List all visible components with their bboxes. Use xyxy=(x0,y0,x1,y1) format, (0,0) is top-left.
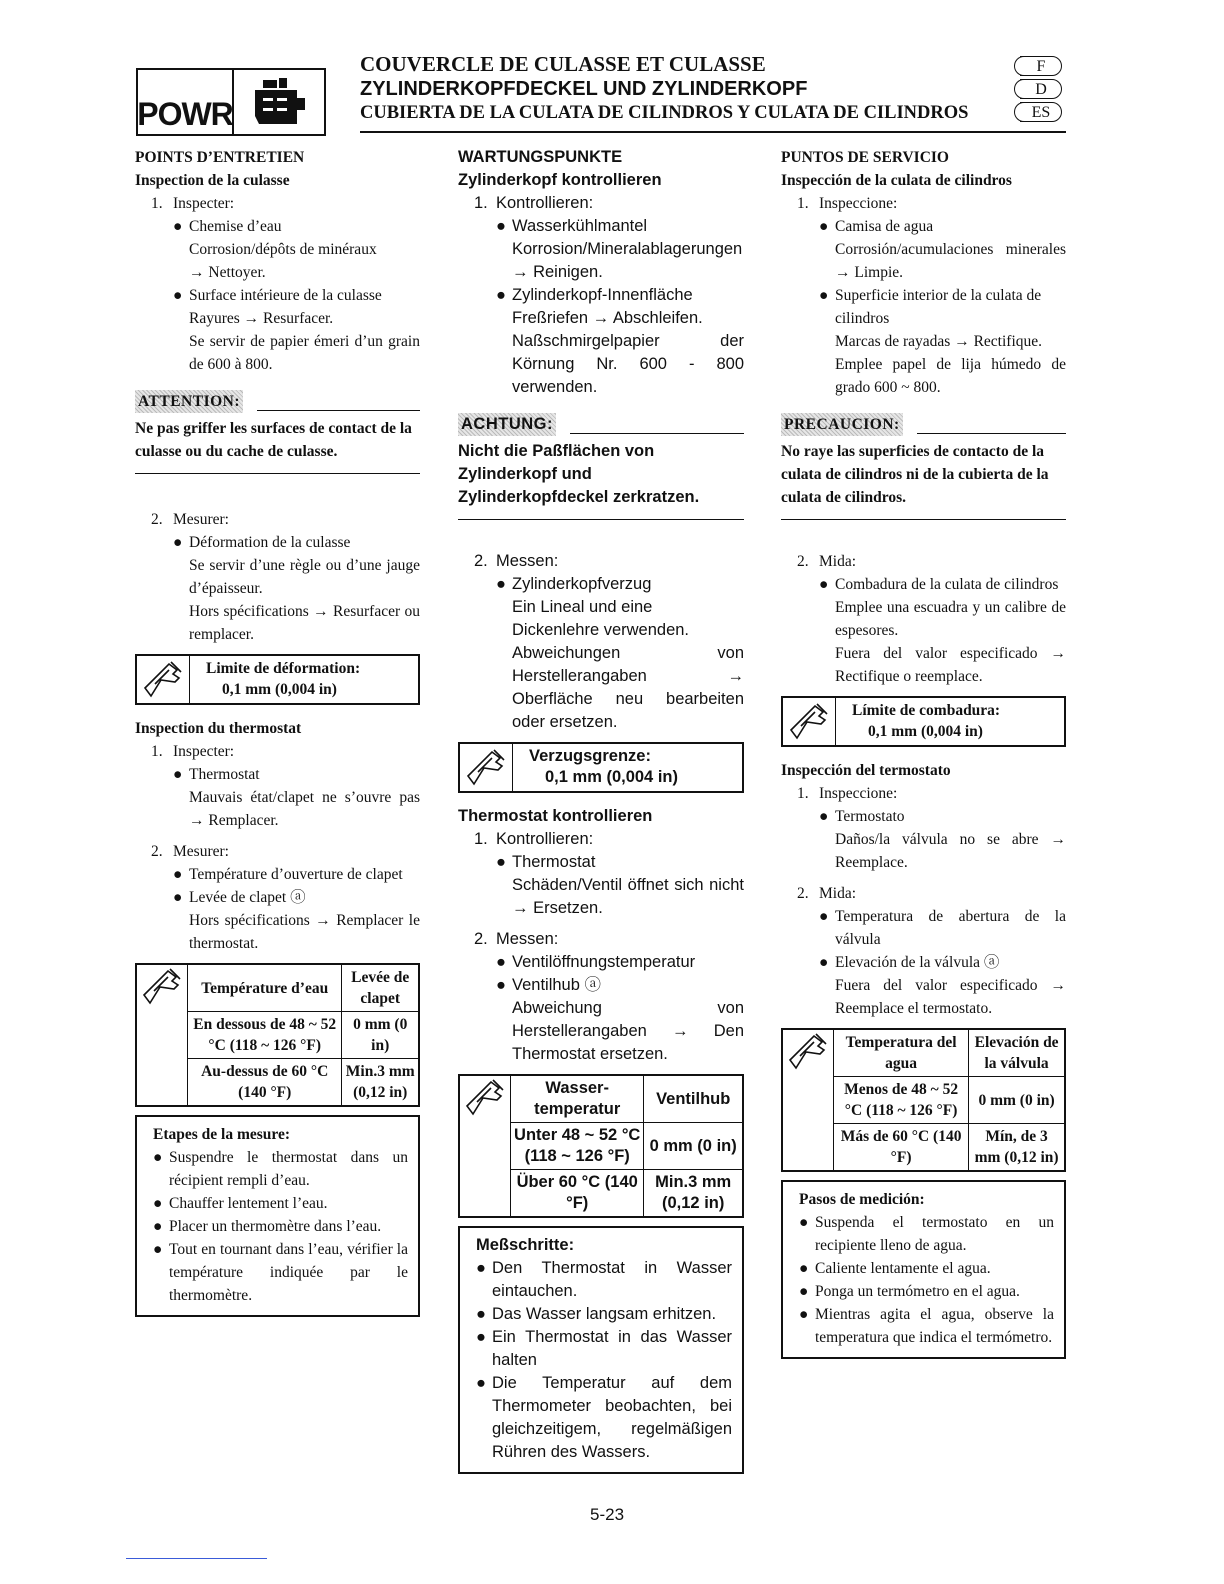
spec-box xyxy=(458,742,744,793)
lang-tab-f: F xyxy=(1020,56,1062,76)
table-cell: Au-dessus de 60 °C (140 °F) xyxy=(188,1059,342,1107)
bullet-text: Superficie interior de la culata de cilindros xyxy=(835,287,1042,327)
table-cell: En dessous de 48 ~ 52 °C (118 ~ 126 °F) xyxy=(188,1012,342,1059)
step-text: Inspecter: xyxy=(173,743,235,760)
bullet xyxy=(135,531,420,554)
subheading: Inspection du thermostat xyxy=(135,720,302,737)
step-text: Mida: xyxy=(819,553,857,570)
table-cell: Mín, de 3 mm (0,12 in) xyxy=(969,1124,1065,1172)
bullet xyxy=(458,573,744,596)
step xyxy=(781,882,1066,905)
section-heading: WARTUNGSPUNKTE xyxy=(458,148,623,166)
detail: Corrosión/acumulaciones minerales → Limpie. xyxy=(835,241,1066,281)
caution-label: ATTENTION: xyxy=(135,390,243,413)
detail: Hors spécifications → Remplacer le thermostat. xyxy=(189,912,420,952)
subheading: Inspección de la culata de cilindros xyxy=(781,172,1012,189)
list-item: ● Den Thermostat in Wasser eintauchen. xyxy=(476,1259,732,1300)
bullet-icon: ● xyxy=(173,287,183,304)
step-text: Kontrollieren: xyxy=(496,830,594,848)
detail: Ein Lineal und eine Dickenlehre verwenden. xyxy=(512,598,690,639)
detail: Abweichung von Herstellerangaben → Den Thermostat ersetzen. xyxy=(512,999,744,1063)
spec-table xyxy=(458,1074,744,1218)
steps-title: Meßschritte: xyxy=(476,1236,575,1254)
table-cell: Unter 48 ~ 52 °C (118 ~ 126 °F) xyxy=(511,1123,644,1170)
bullet-icon: ● xyxy=(496,976,506,994)
step xyxy=(135,840,420,863)
step-text: Inspeccione: xyxy=(819,785,898,802)
bullet-icon: ● xyxy=(819,908,829,925)
detail: Emplee papel de lija húmedo de grado 600 ~ 800. xyxy=(835,356,1066,396)
list-item: ● Suspendre le thermostat dans un récipient rempli d’eau. xyxy=(153,1149,408,1189)
bullet-text: Elevación de la válvula ⓐ xyxy=(835,954,1000,971)
bullet xyxy=(135,215,420,238)
step xyxy=(458,928,744,951)
step-number: 1. xyxy=(797,195,809,212)
bullet xyxy=(781,905,1066,951)
step-text: Messen: xyxy=(496,930,559,948)
lang-tab-d: D xyxy=(1020,79,1062,99)
caliper-icon xyxy=(783,698,836,745)
spec-box xyxy=(781,696,1066,747)
bullet-text: Camisa de agua xyxy=(835,218,934,235)
list-item: ● Suspenda el termostato en un recipiente lleno de agua. xyxy=(799,1214,1054,1254)
subheading: Thermostat kontrollieren xyxy=(458,807,653,825)
detail: Se servir de papier émeri d’un grain de 600 à 800. xyxy=(189,333,420,373)
caution-label: PRECAUCION: xyxy=(781,413,903,436)
language-tabs xyxy=(1020,56,1070,125)
detail: Abweichungen von Herstellerangaben → Oberfläche neu bearbeiten oder ersetzen. xyxy=(512,644,744,731)
step xyxy=(458,828,744,851)
bullet xyxy=(781,284,1066,330)
bullet xyxy=(781,573,1066,596)
step-number: 1. xyxy=(151,743,163,760)
list-item: ● Mientras agita el agua, observe la temperatura que indica el termómetro. xyxy=(799,1306,1054,1346)
table-cell: Min.3 mm (0,12 in) xyxy=(342,1059,419,1107)
subheading: Inspección del termostato xyxy=(781,762,951,779)
step-number: 2. xyxy=(151,511,163,528)
list-item: ● Ponga un termómetro en el agua. xyxy=(799,1283,1020,1300)
detail: Marcas de rayadas → Rectifique. xyxy=(835,333,1043,350)
caution-block xyxy=(781,413,1066,520)
caution-text: Nicht die Paßflächen von Zylinderkopf und Zylinderkopfdeckel zerkratzen. xyxy=(458,436,744,520)
step-text: Mida: xyxy=(819,885,857,902)
spec-value: 0,1 mm (0,004 in) xyxy=(222,681,337,698)
caliper-icon xyxy=(460,744,513,791)
table-header: Levée de clapet xyxy=(342,964,419,1012)
bullet xyxy=(135,863,420,886)
step-text: Mesurer: xyxy=(173,843,229,860)
bullet xyxy=(781,805,1066,828)
spec-label: Límite de combadura: xyxy=(852,702,1001,719)
step-text: Messen: xyxy=(496,552,559,570)
table-cell: 0 mm (0 in) xyxy=(644,1123,743,1170)
subheading: Zylinderkopf kontrollieren xyxy=(458,171,662,189)
detail: Naßschmirgelpapier der Körnung Nr. 600 - 800 verwenden. xyxy=(512,332,744,396)
detail: Corrosion/dépôts de minéraux xyxy=(189,241,377,258)
title-es: CUBIERTA DE LA CULATA DE CILINDROS Y CULATA DE CILINDROS xyxy=(360,103,969,123)
step xyxy=(781,782,1066,805)
caliper-icon xyxy=(782,1029,834,1171)
bullet-text: Zylinderkopf-Innenfläche xyxy=(512,286,693,304)
spec-label: Limite de déformation: xyxy=(206,660,361,677)
step-text: Inspecter: xyxy=(173,195,235,212)
bullet-icon: ● xyxy=(496,575,506,593)
step-text: Kontrollieren: xyxy=(496,194,594,212)
bullet-icon: ● xyxy=(496,217,506,235)
list-item: ● Chauffer lentement l’eau. xyxy=(153,1195,328,1212)
title-fr: COUVERCLE DE CULASSE ET CULASSE xyxy=(360,52,766,76)
step xyxy=(458,192,744,215)
bullet-icon: ● xyxy=(819,287,829,304)
title-block xyxy=(360,52,980,126)
detail: Emplee una escuadra y un calibre de espesores. xyxy=(835,599,1066,639)
spec-value: 0,1 mm (0,004 in) xyxy=(868,723,983,740)
bullet-text: Zylinderkopfverzug xyxy=(512,575,652,593)
step xyxy=(781,192,1066,215)
caution-block xyxy=(135,390,420,474)
subheading: Inspection de la culasse xyxy=(135,172,290,189)
step-number: 2. xyxy=(151,843,163,860)
bullet-text: Ventilöffnungstemperatur xyxy=(512,953,696,971)
bullet xyxy=(458,974,744,997)
bullet-text: Thermostat xyxy=(189,766,260,783)
step-number: 1. xyxy=(474,830,488,848)
step-number: 2. xyxy=(474,552,488,570)
list-item: ● Das Wasser langsam erhitzen. xyxy=(476,1305,717,1323)
spec-value: 0,1 mm (0,004 in) xyxy=(545,768,678,786)
table-header: Elevación de la válvula xyxy=(969,1029,1065,1077)
bullet-icon: ● xyxy=(496,953,506,971)
spec-label: Verzugsgrenze: xyxy=(529,747,651,765)
column-french xyxy=(135,146,420,1317)
engine-icon xyxy=(234,70,324,134)
list-item: ● Tout en tournant dans l’eau, vérifier la température indiquée par le thermomètre. xyxy=(153,1241,408,1304)
caution-text: No raye las superficies de contacto de la culata de cilindros ni de la cubierta de la culata de cilindros. xyxy=(781,436,1066,520)
step-text: Inspeccione: xyxy=(819,195,898,212)
section-heading: PUNTOS DE SERVICIO xyxy=(781,149,949,166)
powr-label: POWR xyxy=(138,70,234,134)
table-cell: Menos de 48 ~ 52 °C (118 ~ 126 °F) xyxy=(834,1077,969,1124)
step xyxy=(135,192,420,215)
bullet-icon: ● xyxy=(496,853,506,871)
detail: Schäden/Ventil öffnet sich nicht → Ersetzen. xyxy=(512,876,744,917)
page-number: 5-23 xyxy=(590,1505,625,1524)
detail: Hors spécifications → Resurfacer ou remplacer. xyxy=(189,603,420,643)
steps-box xyxy=(135,1115,420,1317)
steps-box xyxy=(781,1180,1066,1359)
bullet xyxy=(458,215,744,238)
spec-box xyxy=(135,654,420,705)
bullet xyxy=(781,951,1066,974)
steps-box xyxy=(458,1226,744,1474)
caliper-icon xyxy=(136,964,188,1106)
table-cell: Más de 60 °C (140 °F) xyxy=(834,1124,969,1172)
lang-tab-es: ES xyxy=(1020,102,1062,122)
bullet xyxy=(458,284,744,307)
bullet xyxy=(458,851,744,874)
table-header: Temperatura del agua xyxy=(834,1029,969,1077)
list-item: ● Placer un thermomètre dans l’eau. xyxy=(153,1218,382,1235)
bullet-text: Surface intérieure de la culasse xyxy=(189,287,382,304)
column-spanish xyxy=(781,146,1066,1359)
list-item: ● Caliente lentamente el agua. xyxy=(799,1260,991,1277)
bullet-icon: ● xyxy=(819,954,829,971)
detail: Fuera del valor especificado → Rectifique o reemplace. xyxy=(835,645,1066,685)
bullet-text: Combadura de la culata de cilindros xyxy=(835,576,1059,593)
header-divider xyxy=(360,131,1066,133)
list-item: ● Die Temperatur auf dem Thermometer beobachten, bei gleichzeitigem, regelmäßigen Rühren des Wassers. xyxy=(476,1374,732,1461)
list-item: ● Ein Thermostat in das Wasser halten xyxy=(476,1328,732,1369)
spec-table xyxy=(135,963,420,1107)
steps-title: Etapes de la mesure: xyxy=(153,1126,291,1143)
bullet-text: Temperatura de abertura de la válvula xyxy=(835,908,1066,948)
footer-rule xyxy=(126,1558,267,1559)
section-heading: POINTS D’ENTRETIEN xyxy=(135,149,305,166)
bullet xyxy=(135,763,420,786)
table-header: Wasser-temperatur xyxy=(511,1075,644,1123)
caution-text: Ne pas griffer les surfaces de contact de la culasse ou du cache de culasse. xyxy=(135,413,420,474)
bullet-icon: ● xyxy=(173,534,183,551)
table-header: Ventilhub xyxy=(644,1075,743,1123)
bullet-text: Levée de clapet ⓐ xyxy=(189,889,306,906)
detail: Daños/la válvula no se abre → Reemplace. xyxy=(835,831,1066,871)
caliper-icon xyxy=(459,1075,511,1217)
step xyxy=(458,550,744,573)
table-cell: 0 mm (0 in) xyxy=(342,1012,419,1059)
bullet-text: Température d’ouverture de clapet xyxy=(189,866,403,883)
step-number: 1. xyxy=(474,194,488,212)
bullet-icon: ● xyxy=(819,218,829,235)
bullet-text: Thermostat xyxy=(512,853,596,871)
detail: Freßriefen → Abschleifen. xyxy=(512,309,703,327)
step-number: 1. xyxy=(797,785,809,802)
step-number: 2. xyxy=(797,553,809,570)
caution-label: ACHTUNG: xyxy=(458,413,556,436)
detail: Se servir d’une règle ou d’une jauge d’épaisseur. xyxy=(189,557,420,597)
table-header: Température d’eau xyxy=(188,964,342,1012)
table-cell: 0 mm (0 in) xyxy=(969,1077,1065,1124)
powr-badge xyxy=(136,68,326,136)
bullet xyxy=(135,284,420,307)
bullet-text: Chemise d’eau xyxy=(189,218,282,235)
step-number: 1. xyxy=(151,195,163,212)
bullet-icon: ● xyxy=(819,808,829,825)
bullet-text: Déformation de la culasse xyxy=(189,534,351,551)
table-cell: Min.3 mm (0,12 in) xyxy=(644,1170,743,1218)
title-de: ZYLINDERKOPFDECKEL UND ZYLINDERKOPF xyxy=(360,78,808,100)
detail: → Nettoyer. xyxy=(189,264,266,281)
step xyxy=(781,550,1066,573)
bullet-text: Wasserkühlmantel xyxy=(512,217,648,235)
caution-block xyxy=(458,413,744,520)
step-number: 2. xyxy=(797,885,809,902)
bullet xyxy=(135,886,420,909)
step-number: 2. xyxy=(474,930,488,948)
bullet-icon: ● xyxy=(173,889,183,906)
bullet xyxy=(781,215,1066,238)
detail: Mauvais état/clapet ne s’ouvre pas → Remplacer. xyxy=(189,789,420,829)
caliper-icon xyxy=(137,656,190,703)
bullet-text: Termostato xyxy=(835,808,905,825)
step-text: Mesurer: xyxy=(173,511,229,528)
steps-title: Pasos de medición: xyxy=(799,1191,925,1208)
bullet xyxy=(458,951,744,974)
bullet-icon: ● xyxy=(173,218,183,235)
bullet-icon: ● xyxy=(819,576,829,593)
detail: Korrosion/Mineralablagerungen → Reinigen. xyxy=(512,240,743,281)
detail: Fuera del valor especificado → Reemplace el termostato. xyxy=(835,977,1066,1017)
table-cell: Über 60 °C (140 °F) xyxy=(511,1170,644,1218)
bullet-icon: ● xyxy=(496,286,506,304)
bullet-icon: ● xyxy=(173,766,183,783)
detail: Rayures → Resurfacer. xyxy=(189,310,334,327)
column-german xyxy=(458,146,744,1474)
step xyxy=(135,740,420,763)
bullet-icon: ● xyxy=(173,866,183,883)
spec-table xyxy=(781,1028,1066,1172)
bullet-text: Ventilhub ⓐ xyxy=(512,976,601,994)
step xyxy=(135,508,420,531)
